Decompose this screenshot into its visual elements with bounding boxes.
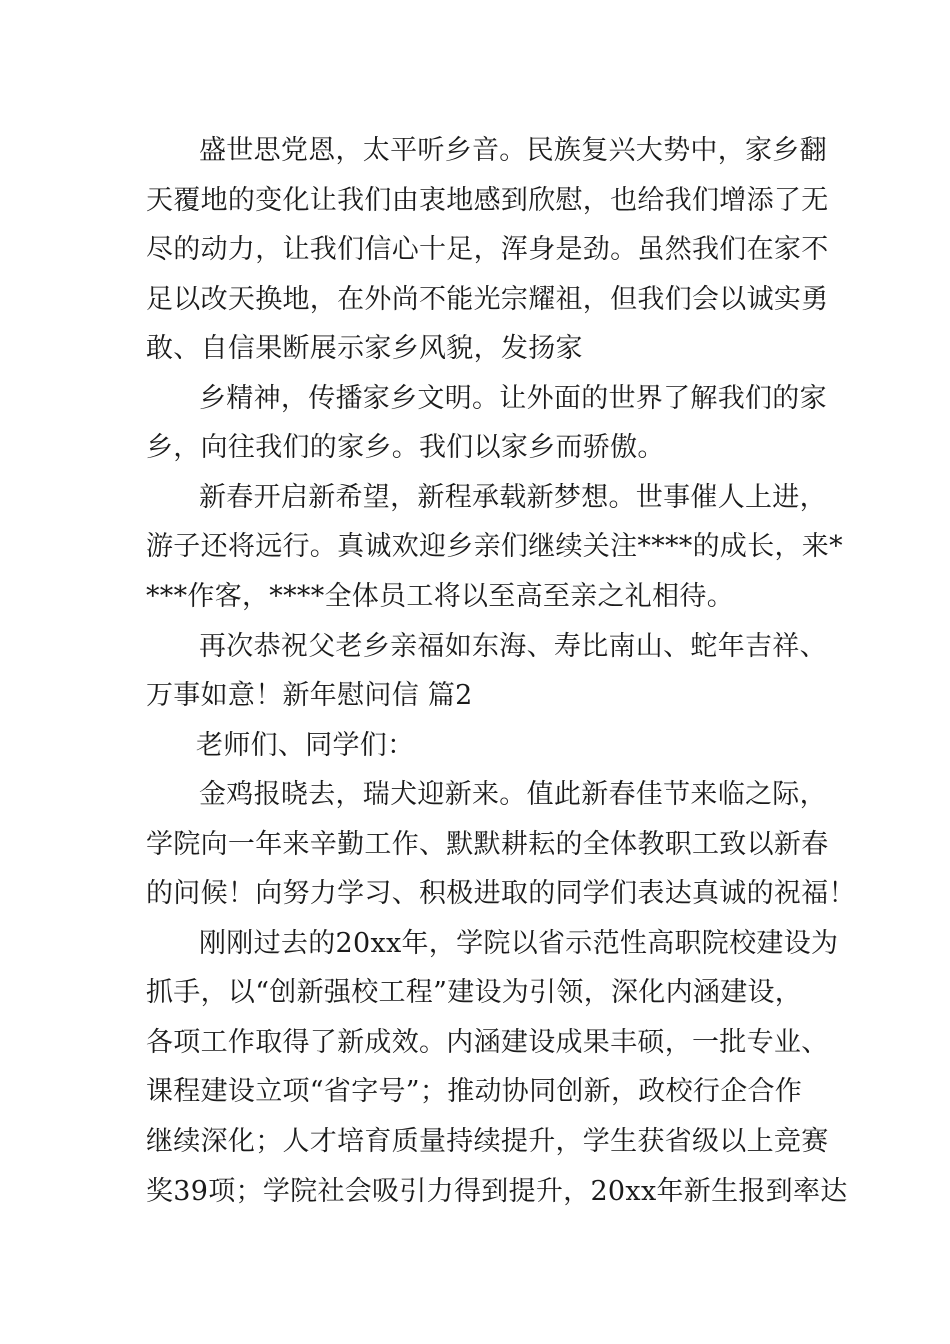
text-line: 盛世思党恩，太平听乡音。民族复兴大势中，家乡翻 <box>199 135 827 166</box>
text-line: 继续深化；人才培育质量持续提升，学生获省级以上竞赛 <box>146 1126 829 1157</box>
text-line: 奖39项；学院社会吸引力得到提升，20xx年新生报到率达 <box>146 1176 848 1207</box>
text-line: 新春开启新希望，新程承载新梦想。世事催人上进， <box>199 482 827 513</box>
text-line: 敢、自信果断展示家乡风貌，发扬家 <box>146 333 583 364</box>
text-line: 万事如意！新年慰问信 篇2 <box>146 680 473 711</box>
text-line: 各项工作取得了新成效。内涵建设成果丰硕，一批专业、 <box>146 1027 829 1058</box>
text-line: 的问候！向努力学习、积极进取的同学们表达真诚的祝福！ <box>146 878 856 909</box>
text-line: 乡，向往我们的家乡。我们以家乡而骄傲。 <box>146 432 665 463</box>
text-line: ***作客，****全体员工将以至高至亲之礼相待。 <box>146 581 734 612</box>
text-line: 金鸡报晓去，瑞犬迎新来。值此新春佳节来临之际， <box>199 779 827 810</box>
text-line: 乡精神，传播家乡文明。让外面的世界了解我们的家 <box>199 383 827 414</box>
text-line: 足以改天换地，在外尚不能光宗耀祖，但我们会以诚实勇 <box>146 284 829 315</box>
text-line: 课程建设立项“省字号”；推动协同创新，政校行企合作 <box>146 1076 803 1107</box>
text-line: 尽的动力，让我们信心十足，浑身是劲。虽然我们在家不 <box>146 234 829 265</box>
salutation: 老师们、同学们： <box>196 730 415 761</box>
text-line: 抓手，以“创新强校工程”建设为引领，深化内涵建设， <box>146 977 803 1008</box>
text-line: 游子还将远行。真诚欢迎乡亲们继续关注****的成长，来* <box>146 531 843 562</box>
text-line: 学院向一年来辛勤工作、默默耕耘的全体教职工致以新春 <box>146 829 829 860</box>
text-line: 再次恭祝父老乡亲福如东海、寿比南山、蛇年吉祥、 <box>199 631 827 662</box>
text-line: 天覆地的变化让我们由衷地感到欣慰，也给我们增添了无 <box>146 185 829 216</box>
text-line: 刚刚过去的20xx年，学院以省示范性高职院校建设为 <box>199 928 839 959</box>
